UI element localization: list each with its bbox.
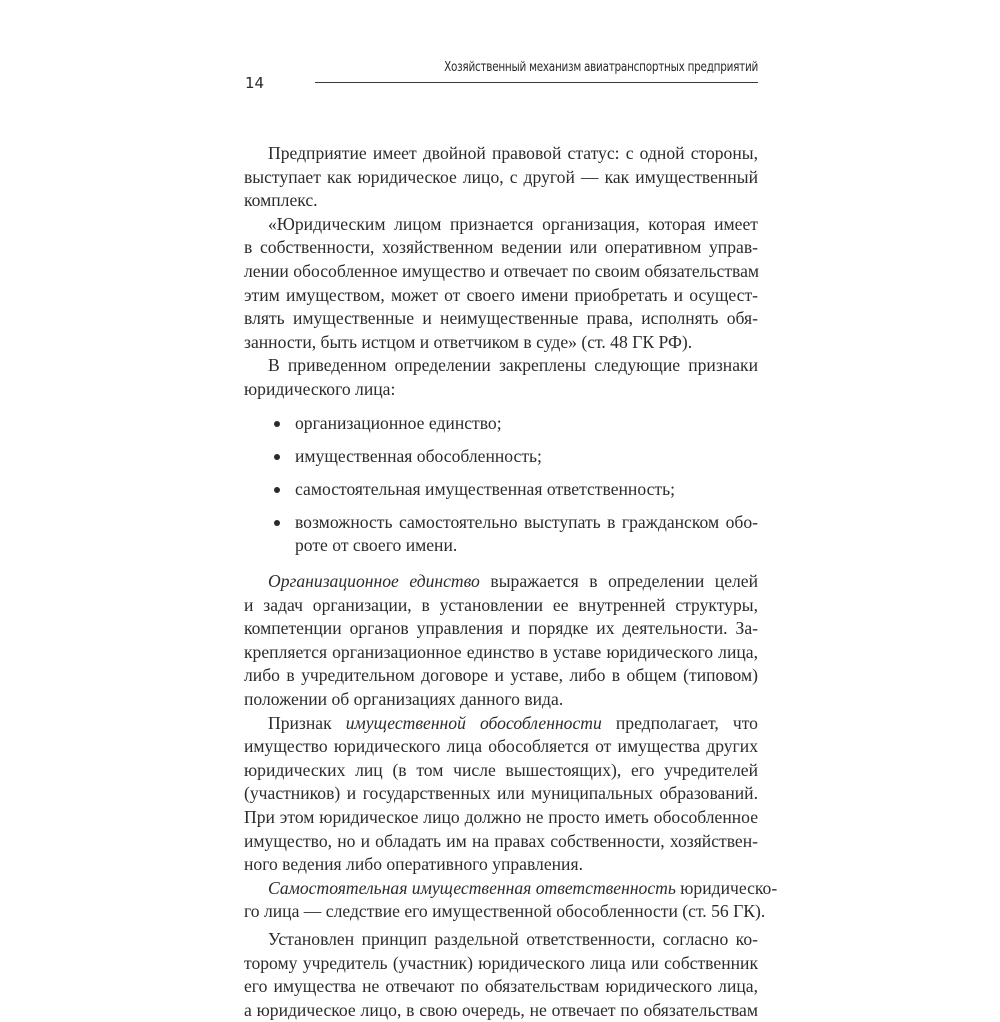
text-line: а юридическое лицо, в свою очередь, не отвечает по обязательствам — [244, 999, 758, 1020]
list-item — [244, 412, 758, 436]
text-line — [244, 712, 758, 736]
text-span: выражается в определении целей — [479, 571, 759, 591]
text-line: крепляется организационное единство в уставе юридического лица, — [244, 641, 758, 662]
bullet-icon — [274, 421, 280, 427]
text-line: Установлен принцип раздельной ответственности, согласно ко- — [268, 928, 758, 949]
italic-term: имущественной обособленности — [345, 712, 602, 733]
list-item — [244, 478, 758, 502]
text-line: компетенции органов управления и порядке их деятельности. За- — [244, 618, 758, 639]
list-item-text: роте от своего имени. — [295, 535, 458, 556]
text-line: этим имуществом, может от своего имени приобретать и осущест- — [244, 284, 758, 305]
text-line: имущество юридического лица обособляется от имущества других — [244, 736, 758, 757]
text-line: его имущества не отвечают по обязательствам юридического лица, — [244, 976, 758, 997]
list-item — [244, 511, 758, 558]
paragraph-quote — [244, 213, 758, 355]
bullet-list — [244, 412, 758, 558]
text-line: комплекс. — [244, 190, 318, 211]
text-line: торому учредитель (участник) юридического лица или собственник — [244, 952, 758, 973]
list-item-text: имущественная обособленность; — [295, 445, 542, 466]
text-line: «Юридическим лицом признается организация, которая имеет — [268, 213, 758, 234]
text-line: При этом юридическое лицо должно не просто иметь обособленное — [244, 806, 758, 827]
bullet-icon — [274, 520, 280, 526]
text-line: имущество, но и обладать им на правах собственности, хозяйствен- — [244, 830, 758, 851]
italic-term: Организационное единство — [268, 571, 480, 591]
text-line: го лица — следствие его имущественной обособленности (ст. 56 ГК). — [244, 901, 766, 922]
text-line: влять имущественные и неимущественные права, исполнять обя- — [244, 308, 758, 329]
text-line — [244, 570, 758, 594]
list-item — [244, 445, 758, 469]
text-line: либо в учредительном договоре и уставе, либо в общем (типовом) — [244, 665, 758, 686]
text-line: в собственности, хозяйственном ведении или оперативном управ- — [244, 237, 758, 258]
paragraph — [244, 570, 758, 712]
running-head: Хозяйственный механизм авиатранспортных предприятий — [444, 59, 758, 75]
text-span: юридическо- — [675, 877, 778, 898]
text-line: выступает как юридическое лицо, с другой — как имущественный — [244, 166, 758, 187]
text-line: занности, быть истцом и ответчиком в суде» (ст. 48 ГК РФ). — [244, 331, 693, 352]
italic-term: Самостоятельная имущественная ответственность — [268, 877, 676, 898]
text-span: Признак — [268, 712, 346, 733]
text-line: Предприятие имеет двойной правовой статус: с одной стороны, — [268, 143, 758, 163]
text-line: ного ведения либо оперативного управления. — [244, 854, 583, 875]
text-line: юридических лиц (в том числе вышестоящих), его учредителей — [244, 759, 758, 780]
text-line — [244, 877, 778, 901]
text-line: положении об организациях данного вида. — [244, 688, 564, 709]
list-item-text: организационное единство; — [295, 412, 502, 433]
list-item-text: самостоятельная имущественная ответственность; — [295, 478, 675, 499]
text-span: предполагает, что — [601, 712, 758, 733]
paragraph — [244, 877, 778, 924]
paragraph — [244, 712, 758, 877]
bullet-icon — [274, 454, 280, 460]
header-rule — [315, 82, 758, 83]
list-item-text: возможность самостоятельно выступать в гражданском обо- — [295, 511, 758, 532]
paragraph — [244, 928, 758, 1022]
bullet-icon — [274, 487, 280, 493]
text-line: юридического лица: — [244, 378, 396, 399]
text-line: и задач организации, в установлении ее внутренней структуры, — [244, 594, 758, 615]
text-line: В приведенном определении закреплены следующие признаки — [268, 355, 758, 376]
paragraph — [244, 354, 758, 401]
body-text — [244, 142, 778, 1022]
text-line: лении обособленное имущество и отвечает по своим обязательствам — [244, 260, 760, 281]
text-line: (участников) и государственных или муниципальных образований. — [244, 783, 758, 804]
paragraph — [244, 142, 758, 213]
page-number: 14 — [245, 74, 265, 92]
